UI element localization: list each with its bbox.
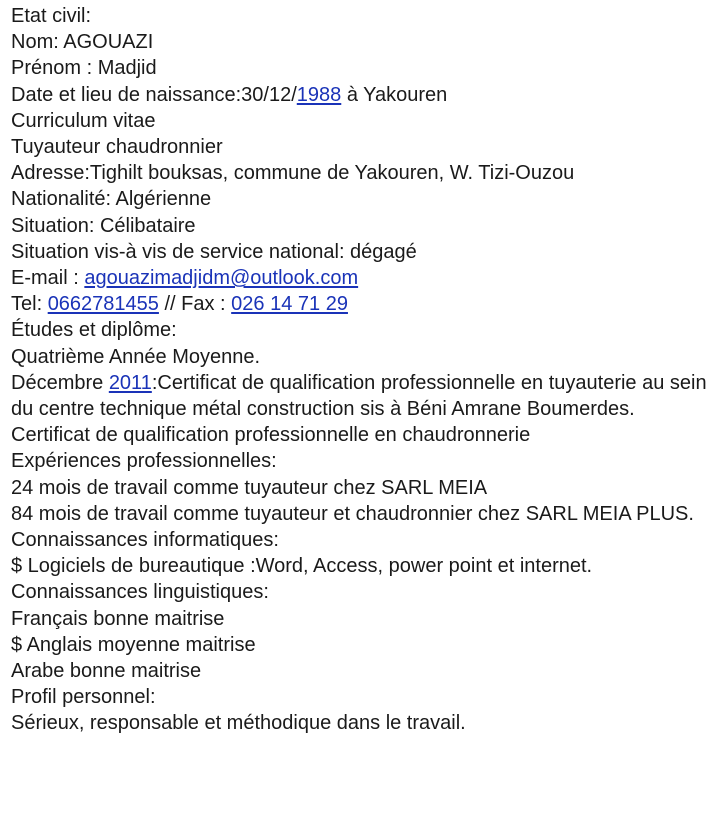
naissance-place: à Yakouren <box>341 83 448 106</box>
certificat-chaudronnerie-line: Certificat de qualification professionnelle en chaudronnerie <box>11 424 531 447</box>
fax-label: // Fax : <box>158 293 232 316</box>
email-label: E-mail : <box>11 267 85 290</box>
informatique-heading: Connaissances informatiques: <box>11 529 279 552</box>
phone-link[interactable]: 0662781455 <box>47 293 159 316</box>
cv-document <box>11 3 711 737</box>
language-item: Français bonne maitrise <box>11 607 225 630</box>
nationalite-line: Nationalité: Algérienne <box>11 188 212 211</box>
naissance-line <box>11 82 711 108</box>
language-item: $ Anglais moyenne maitrise <box>11 633 256 656</box>
cv-heading: Curriculum vitae <box>11 109 156 132</box>
year-2011-link[interactable]: 2011 <box>108 371 152 394</box>
prenom-line: Prénom : Madjid <box>11 57 157 80</box>
profil-text: Sérieux, responsable et méthodique dans le travail. <box>11 712 466 735</box>
adresse-line: Adresse:Tighilt bouksas, commune de Yakouren, W. Tizi-Ouzou <box>11 162 575 185</box>
experience-item: 84 mois de travail comme tuyauteur et chaudronnier chez SARL MEIA PLUS. <box>11 502 694 525</box>
linguistiques-heading: Connaissances linguistiques: <box>11 581 269 604</box>
quatrieme-line: Quatrième Année Moyenne. <box>11 345 261 368</box>
email-line <box>11 265 711 291</box>
profil-heading: Profil personnel: <box>11 686 156 709</box>
experiences-heading: Expériences professionnelles: <box>11 450 277 473</box>
logiciels-line: $ Logiciels de bureautique :Word, Access, power point et internet. <box>11 555 593 578</box>
nom-line: Nom: AGOUAZI <box>11 31 154 54</box>
etat-civil-heading: Etat civil: <box>11 5 92 27</box>
language-item: Arabe bonne maitrise <box>11 660 202 683</box>
etudes-heading: Études et diplôme: <box>11 319 177 342</box>
email-link[interactable]: agouazimadjidm@outlook.com <box>84 267 359 290</box>
certificat-tuyauterie-text: :Certificat de qualification professionnelle en tuyauterie au sein du centre technique métal construction sis à Béni Amrane Boumerdes. <box>11 371 707 421</box>
tel-label: Tel: <box>11 293 48 316</box>
birth-year-link[interactable]: 1988 <box>296 83 342 106</box>
fax-link[interactable]: 026 14 71 29 <box>231 293 348 316</box>
decembre-text: Décembre <box>11 371 109 394</box>
naissance-text: Date et lieu de naissance:30/12/ <box>11 83 297 106</box>
situation-line: Situation: Célibataire <box>11 214 196 237</box>
experience-item: 24 mois de travail comme tuyauteur chez SARL MEIA <box>11 476 488 499</box>
tel-line <box>11 291 711 317</box>
metier-line: Tuyauteur chaudronnier <box>11 136 223 159</box>
service-national-line: Situation vis-à vis de service national: dégagé <box>11 240 417 263</box>
decembre-paragraph <box>11 370 711 422</box>
